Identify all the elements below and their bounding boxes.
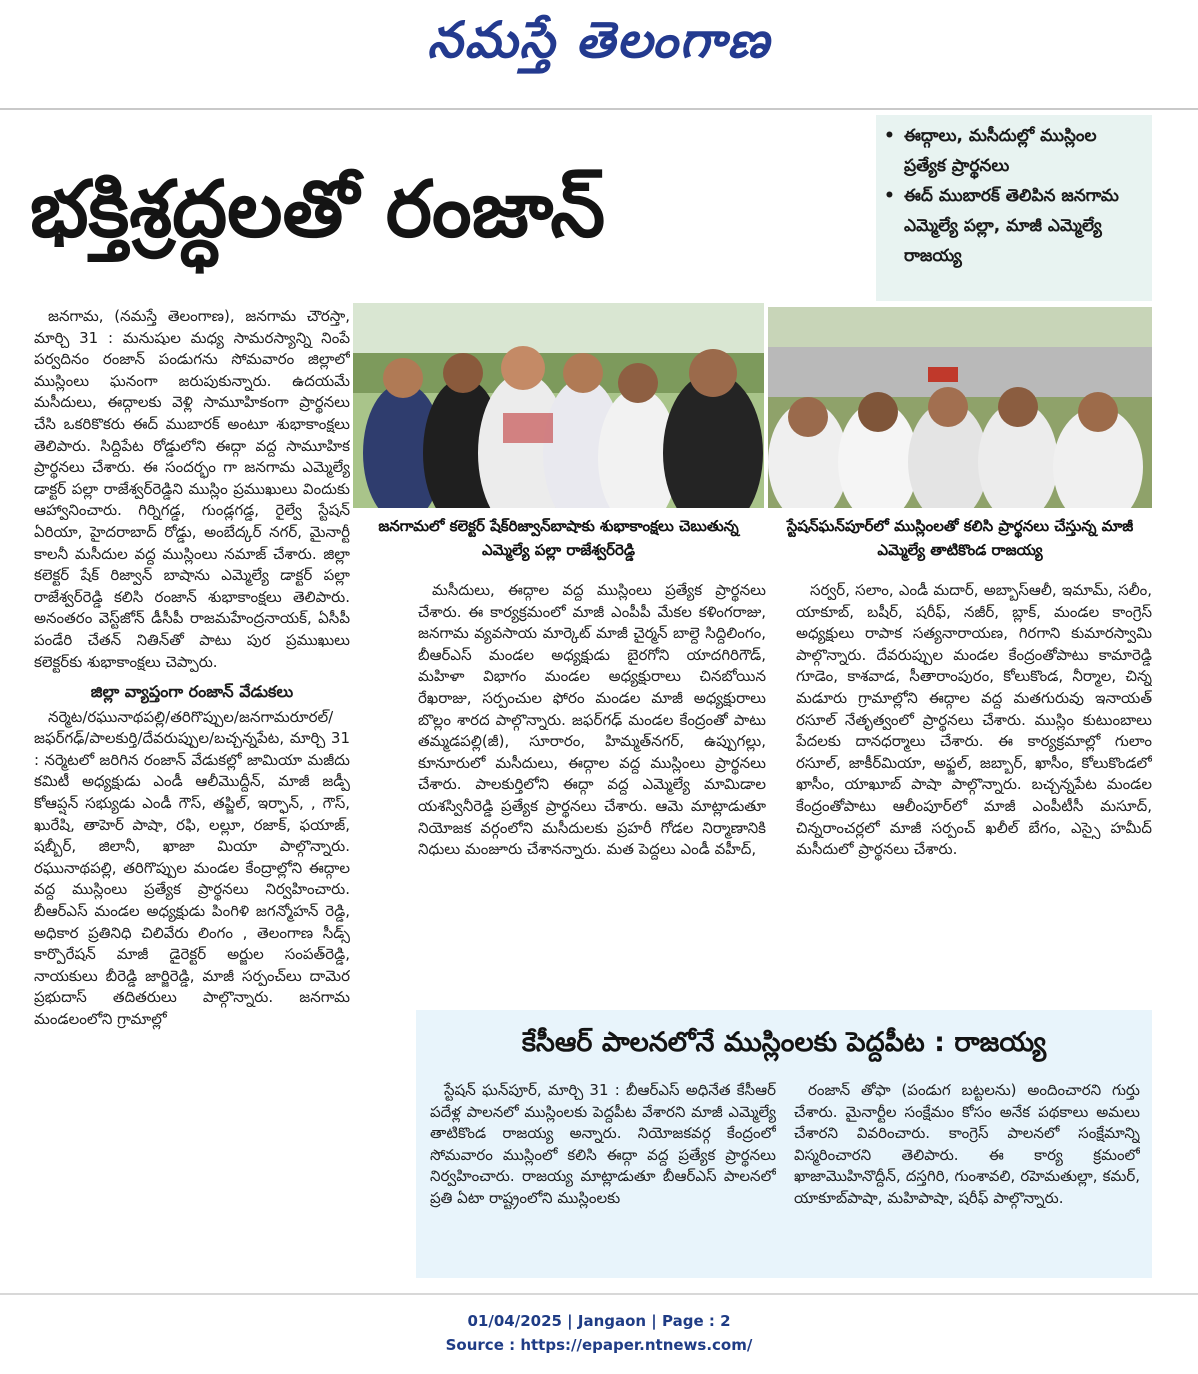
paragraph: నర్మెట/రఘునాథపల్లి/తరిగొప్పుల/జనగామరూరల్/జఫర్‌గఢ్/పాలకుర్తి/దేవరుప్పుల/బచ్చన్నపేట, మార్చి 31 : నర్మెటలో జరిగిన రంజాన్ వేడుకల్లో జామియా మజీదు కమిటీ అధ్యక్షుడు ఎండీ ఆలీమొద్దీన్, మాజీ జడ్పీ కోఆప్షన్ సభ్యుడు ఎండీ గౌస్, తప్జిల్, ఇర్ఫాన్, , గౌస్, ఖురేషి, తాహెర్ పాషా, రఫి, లల్లూ, రజాక్, ఫయాజ్, షబ్బీర్, జిలానీ, ఖాజా మియా పాల్గొన్నారు. రఘునాథపల్లి, తరిగొప్పుల మండల కేంద్రాల్లోని ఈద్గాల వద్ద ముస్లింలు ప్రత్యేక ప్రార్థనలు నిర్వహించారు. బీఆర్ఎస్ మండల అధ్యక్షుడు పింగిళి జగన్మోహన్ రెడ్డి, అధికార ప్రతినిధి చిలివేరు లింగం , తెలంగాణ సీడ్స్ కార్పొరేషన్ మాజీ డైరెక్టర్ అర్జుల సంపత్‌రెడ్డి, నాయకులు బీరెడ్డి జార్జిరెడ్డి, మాజీ సర్పంచ్‌లు దామెర ప్రభుదాస్ తదితరులు పాల్గొన్నారు. జనగామ మండలంలోని గ్రామాల్లో	[34, 707, 350, 1028]
highlight-item	[884, 181, 1144, 271]
paragraph: సర్వర్, సలాం, ఎండీ మదార్, అబ్బాస్‌ఆలీ, ఇమామ్, సలీం, యాకూబ్, బషీర్, షరీఫ్, నజీర్, బ్లాక్, మండల కాంగ్రెస్ అధ్యక్షులు రాపాక సత్యనారాయణ, గిరగాని కుమారస్వామి పాల్గొన్నారు. దేవరుప్పుల మండల కేంద్రంతోపాటు కామారెడ్డి గూడెం, కాశవాడ, సీతారాంపురం, కోలుకొండ, నీర్మాల, చిన్న మడూరు గ్రామాల్లోని ఈద్గాల వద్ద మతగురువు ఇనాయత్ రసూల్ నేతృత్వంలో ప్రార్థనలు చేశారు. ముస్లిం కుటుంబాలు పేదలకు దానధర్మాలు చేశారు. ఈ కార్యక్రమాల్లో గులాం రసూల్, జాకీర్‌మియా, అఫ్జల్, జబ్బార్, ఖాసీం, కోలుకొండలో ఖాసీం, యాఖూబ్ పాషా పాల్గొన్నారు. బచ్చన్నపేట మండల కేంద్రంతోపాటు ఆలీంపూర్‌లో మాజీ ఎంపీటీసీ మసూద్, చిన్నరాంచర్లలో మాజీ సర్పంచ్ ఖలీల్ బేగం, ఎస్సై హమీద్ మసీదులో ప్రార్థనలు చేశారు.	[796, 581, 1152, 859]
paragraph: జనగామ, (నమస్తే తెలంగాణ), జనగామ చౌరస్తా, మార్చి 31 : మనుషుల మధ్య సామరస్యాన్ని నింపే పర్వదినం రంజాన్ పండుగను సోమవారం జిల్లాలో ముస్లింలు ఘనంగా జరుపుకున్నారు. ఉదయమే మసీదులు, ఈద్గాలకు వెళ్లి సామూహికంగా ప్రార్థనలు చేసి ఒకరికొకరు ఈద్ ముబారక్ అంటూ శుభాకాంక్షలు తెలిపారు. సిద్దిపేట రోడ్డులోని ఈద్గా వద్ద సామూహిక ప్రార్థనలు చేశారు. ఈ సందర్భం గా జనగామ ఎమ్మెల్యే డాక్టర్ పల్లా రాజేశ్వర్‌రెడ్డిని ముస్లిం ప్రముఖులు విందుకు ఆహ్వానించారు. గిర్నిగడ్డ, గుండ్లగడ్డ, రైల్వే స్టేషన్ ఏరియా, హైదరాబాద్ రోడ్డు, అంబేద్కర్ నగర్, మైనార్టీ కాలనీ మసీదుల వద్ద ముస్లింలు నమాజ్ చేశారు. జిల్లా కలెక్టర్ షేక్ రిజ్వాన్ బాషాను ఎమ్మెల్యే డాక్టర్ పల్లా రాజేశ్వర్‌రెడ్డి కలిసి రంజాన్ శుభాకాంక్షలు తెలిపారు. అనంతరం వెస్ట్‌జోన్ డీసీపీ రాజమహేంద్రనాయక్, ఏసీపీ పండేరి చేతన్ నితిన్‌తో పాటు పుర ప్రముఖులు కలెక్టర్‌కు శుభాకాంక్షలు చెప్పారు.	[34, 307, 350, 671]
headline: భక్తిశ్రద్ధలతో రంజాన్	[30, 165, 606, 255]
bullet-icon: •	[884, 126, 895, 146]
header-divider	[0, 108, 1198, 110]
highlight-item	[884, 121, 1144, 181]
paragraph: రంజాన్ తోఫా (పండుగ బట్టలను) అందించారని గుర్తు చేశారు. మైనార్టీల సంక్షేమం కోసం అనేక పథకాలు అమలు చేశారని వివరించారు. కాంగ్రెస్ పాలనలో సంక్షేమాన్ని విస్మరించారని తెలిపారు. ఈ కార్య క్రమంలో ఖాజామొహినొద్దీన్, దస్తగిరి, గుంశావలి, రహెమతుల్లా, కమర్, యాకూబ్‌పాషా, మహిపాషా, షరీఫ్ పాల్గొన్నారు.	[794, 1081, 1140, 1207]
boxed-article	[416, 1010, 1152, 1278]
article-column-1	[34, 306, 350, 1286]
photo-collector-greeting	[353, 303, 764, 508]
photo-prayers	[768, 307, 1152, 508]
article-column-3	[796, 580, 1152, 1000]
paragraph: స్టేషన్ ఘన్‌పూర్, మార్చి 31 : బీఆర్ఎస్ అధినేత కేసీఆర్ పదేళ్ల పాలనలో ముస్లింలకు పెద్దపీట వేశారని మాజీ ఎమ్మెల్యే తాటికొండ రాజయ్య అన్నారు. నియోజకవర్గ కేంద్రంలో సోమవారం ముస్లింలో కలిసి ఈద్గా వద్ద ప్రత్యేక ప్రార్థనలు నిర్వహించారు. రాజయ్య మాట్లాడుతూ బీఆర్ఎస్ పాలనలో ప్రతి ఏటా రాష్ట్రంలోని ముస్లింలకు	[430, 1081, 776, 1207]
bullet-icon: •	[884, 186, 895, 206]
boxed-article-right	[794, 1080, 1140, 1276]
highlights-box	[876, 115, 1152, 301]
photo2-caption: స్టేషన్‌ఘన్‌పూర్‌లో ముస్లింలతో కలిసి ప్రార్థనలు చేస్తున్న మాజీ ఎమ్మెల్యే తాటికొండ రాజయ్య	[786, 517, 1134, 559]
article-column-2	[418, 580, 766, 1000]
boxed-article-left	[430, 1080, 776, 1276]
section-subhead: జిల్లా వ్యాప్తంగా రంజాన్ వేడుకలు	[90, 682, 294, 702]
boxed-article-title: కేసీఆర్ పాలనలోనే ముస్లింలకు పెద్దపీట : రాజయ్య	[521, 1027, 1047, 1058]
footer-divider	[0, 1293, 1198, 1295]
highlight-text: ఈద్గాలు, మసీదుల్లో ముస్లింల ప్రత్యేక ప్రార్థనలు	[904, 126, 1097, 176]
highlight-text: ఈద్ ముబారక్ తెలిపిన జనగామ ఎమ్మెల్యే పల్లా, మాజీ ఎమ్మెల్యే రాజయ్య	[904, 186, 1119, 266]
footer-date: 01/04/2025 | Jangaon | Page : 2	[467, 1312, 731, 1330]
paragraph: మసీదులు, ఈద్గాల వద్ద ముస్లింలు ప్రత్యేక ప్రార్థనలు చేశారు. ఈ కార్యక్రమంలో మాజీ ఎంపీపీ మేకల కళింగరాజు, జనగామ వ్యవసాయ మార్కెట్ మాజీ చైర్మన్ బాల్దె సిద్దిలింగం, బీఆర్ఎస్ మండల అధ్యక్షుడు బైరగోని యాదగిరిగౌడ్, మహిళా విభాగం మండల అధ్యక్షురాలు చినబోయిన రేఖరాజు, సర్పంచుల ఫోరం మండల మాజీ అధ్యక్షురాలు బొల్లం శారద పాల్గొన్నారు. జఫర్‌గఢ్ మండల కేంద్రంతో పాటు తమ్మడపల్లి(జీ), సూరారం, హిమ్మత్‌నగర్, ఉప్పుగల్లు, కూనూరులో మసీదులు, ఈద్గాల వద్ద ముస్లింలు ప్రార్థనలు చేశారు. పాలకుర్తిలోని ఈద్గా వద్ద ఎమ్మెల్యే మామిడాల యశస్వినీరెడ్డి ప్రత్యేక ప్రార్థనలు చేశారు. ఆమె మాట్లాడుతూ నియోజక వర్గంలోని మసీదులకు ప్రహరీ గోడల నిర్మాణానికి నిధులు మంజూరు చేశానన్నారు. మత పెద్దలు ఎండీ వహీద్,	[418, 581, 766, 859]
photo1-caption: జనగామలో కలెక్టర్ షేక్‌రిజ్వాన్‌బాషాకు శుభాకాంక్షలు చెబుతున్న ఎమ్మెల్యే పల్లా రాజేశ్వర్‌రెడ్డి	[378, 517, 739, 559]
masthead-logo: నమస్తే తెలంగాణ	[427, 10, 771, 69]
footer-source-link[interactable]: Source : https://epaper.ntnews.com/	[445, 1336, 753, 1354]
